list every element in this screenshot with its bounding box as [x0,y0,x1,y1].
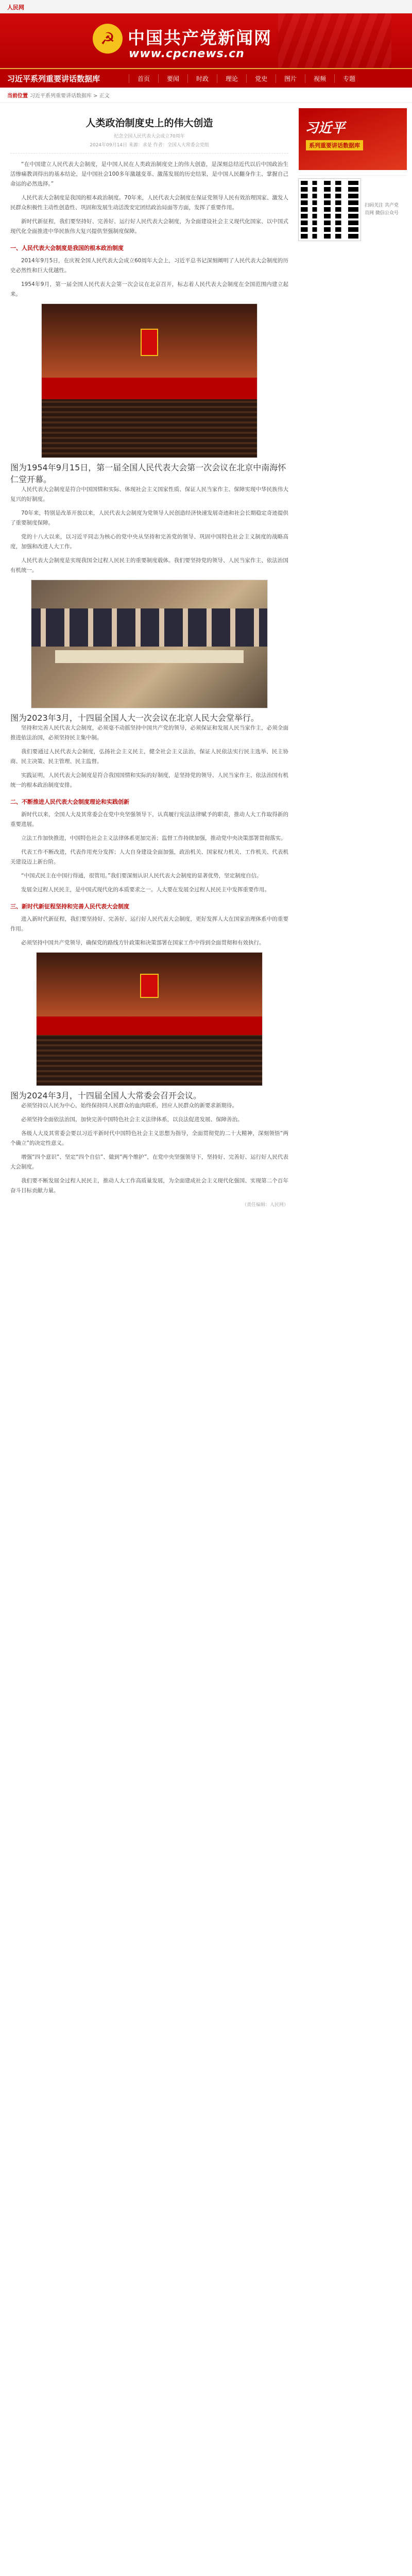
article-paragraph: 2014年9月5日，在庆祝全国人民代表大会成立60周年大会上，习近平总书记深刻阐明了人民代表大会制度的历史必然性和巨大优越性。 [10,258,288,274]
photo-people-shape [31,608,267,647]
party-emblem-icon: ☭ [93,24,123,54]
article-paragraph: 70年来，特别是改革开放以来，人民代表大会制度为党领导人民创造经济快速发展奇迹和社会长期稳定奇迹提供了重要制度保障。 [10,510,288,526]
site-url: www.cpcnews.cn [129,47,245,60]
photo-stage-shape [37,1016,262,1035]
section-heading: 一、人民代表大会制度是我国的根本政治制度 [10,245,124,251]
site-title[interactable]: 中国共产党新闻网 [128,28,272,48]
breadcrumb-label: 当前位置 [7,93,28,99]
photo-seats-shape [37,1035,262,1086]
section-heading: 二、不断推进人民代表大会制度理论和实践创新 [10,799,129,805]
article-paragraph: 新时代新征程，我们要坚持好、完善好、运行好人民代表大会制度，为全面建设社会主义现代化国家、以中国式现代化全面推进中华民族伟大复兴提供坚强制度保障。 [10,218,288,234]
nav-list [129,74,364,83]
qr-code-icon [299,179,360,241]
article-paragraph: 必须坚持中国共产党领导，确保党的路线方针政策和决策部署在国家工作中得到全面贯彻和有效执行。 [21,940,265,946]
qr-caption: 扫码关注 共产党员网 微信公众号 [365,203,399,216]
column-name[interactable]: 习近平系列重要讲话数据库 [7,74,100,83]
sidebar-banner-title: 习近平 [305,121,346,136]
article-title: 人类政治制度史上的伟大创造 [85,117,213,129]
sidebar-banner-subtitle: 系列重要讲话数据库 [306,140,363,150]
article-paragraph: 实践证明，人民代表大会制度是符合我国国情和实际的好制度，是坚持党的领导、人民当家作主、依法治国有机统一的根本政治制度安排。 [10,772,288,788]
article-paragraph: 立法工作加快推进，中国特色社会主义法律体系更加完善；监督工作持续加强，推动党中央决策部署贯彻落实。 [21,835,286,841]
article-editor: （责任编辑：人民网） [242,1202,288,1208]
nav-item[interactable]: 理论 [217,74,246,83]
article-paragraph: 必须坚持全面依法治国，加快完善中国特色社会主义法律体系，以良法促进发展、保障善治。 [21,1116,243,1123]
sidebar [299,103,407,1208]
article-paragraph: 代表工作不断改进，代表作用充分发挥；人大自身建设全面加强，政治机关、国家权力机关、工作机关、代表机关建设迈上新台阶。 [10,849,288,865]
article-paragraph: 党的十八大以来，以习近平同志为核心的党中央从坚持和完善党的领导、巩固中国特色社会主义制度的战略高度，加强和改进人大工作。 [10,534,288,550]
site-logo-mini[interactable]: 人民网 [7,4,24,11]
article-paragraph: 必须坚持以人民为中心，始终保持同人民群众的血肉联系，回应人民群众的新要求新期待。 [21,1103,237,1109]
article-paragraph: 新时代以来，全国人大及其常委会在党中央坚强领导下，认真履行宪法法律赋予的职责，推动人大工作取得新的重要进展。 [10,811,288,827]
content-layout [0,103,412,1208]
nav-item[interactable]: 专题 [334,74,364,83]
article-paragraph: “中国式民主在中国行得通，很管用。”我们要深刻认识人民代表大会制度的显著优势，坚定制度自信。 [21,873,262,879]
article-main [5,103,294,1208]
photo-emblem-shape [140,974,158,997]
article-paragraph: 我们要不断发展全过程人民民主，推动人大工作高质量发展，为全面建成社会主义现代化强国、实现第二个百年奋斗目标贡献力量。 [10,1178,288,1194]
article-paragraph: 人民代表大会制度是我国的根本政治制度。70年来，人民代表大会制度在保证党领导人民有效治理国家、激发人民群众积极性主动性创造性、巩固和发展生动活泼安定团结政治局面等方面，发挥了重要作用。 [10,195,288,211]
nav-item[interactable]: 图片 [276,74,305,83]
breadcrumb [0,88,412,103]
photo-seats-shape [42,399,257,457]
banner-flags-decoration [278,13,391,68]
article-paragraph: 人民代表大会制度是符合中国国情和实际、体现社会主义国家性质、保证人民当家作主、保障实现中华民族伟大复兴的好制度。 [10,486,288,502]
article-paragraph: 发展全过程人民民主，是中国式现代化的本质要求之一。人大要在发展全过程人民民主中发挥重要作用。 [21,887,270,893]
article-paragraph: 增强“四个意识”、坚定“四个自信”、做到“两个维护”，在党中央坚强领导下，坚持好、完善好、运行好人民代表大会制度。 [10,1154,288,1170]
nav-item[interactable]: 要闻 [158,74,187,83]
congress-hall-photo [41,303,258,458]
section-heading: 三、新时代新征程坚持和完善人民代表大会制度 [10,903,129,910]
photo-table-shape [55,650,244,663]
article-paragraph: 我们要通过人民代表大会制度，弘扬社会主义民主，健全社会主义法治，保证人民依法实行民主选举、民主协商、民主决策、民主管理、民主监督。 [10,749,288,765]
nav-item[interactable]: 首页 [129,74,158,83]
site-banner [0,13,412,68]
photo-stage-shape [42,378,257,399]
nav-item[interactable]: 视频 [305,74,334,83]
article-paragraph: 1954年9月，第一届全国人民代表大会第一次会议在北京召开，标志着人民代表大会制度在全国范围内建立起来。 [10,281,288,297]
article-meta: 2024年09月14日 来源：求是 作者：全国人大常委会党组 [10,141,288,154]
article-paragraph: “在中国建立人民代表大会制度，是中国人民在人类政治制度史上的伟大创造，是深刻总结近代以后中国政治生活惨痛教训得出的基本结论，是中国社会100多年激越变革、激荡发展的历史结果，是中国人民翻身作主、掌握自己命运的必然选择。” [10,161,288,187]
article-subtitle: 纪念全国人民代表大会成立70周年 [114,134,185,139]
session-photo [36,952,263,1086]
article-paragraph: 坚持和完善人民代表大会制度，必须毫不动摇坚持中国共产党的领导，必须保证和发展人民当家作主，必须全面推进依法治国，必须坚持民主集中制。 [10,725,288,741]
nav-item[interactable]: 党史 [246,74,276,83]
meeting-photo [31,580,268,708]
photo-caption: 图为2023年3月，十四届全国人大一次会议在北京人民大会堂举行。 [10,713,259,723]
nav-item[interactable]: 时政 [187,74,217,83]
article-paragraph: 人民代表大会制度是实现我国全过程人民民主的重要制度载体。我们要坚持党的领导、人民当家作主、依法治国有机统一。 [10,557,288,573]
photo-caption: 图为1954年9月15日，第一届全国人民代表大会第一次会议在北京中南海怀仁堂开幕。 [10,463,286,484]
top-utility-bar [0,0,412,13]
article-paragraph: 进入新时代新征程，我们要坚持好、完善好、运行好人民代表大会制度，更好发挥人大在国家治理体系中的重要作用。 [10,916,288,932]
sidebar-promo-banner[interactable] [299,108,407,170]
photo-caption: 图为2024年3月，十四届全国人大常委会召开会议。 [10,1091,201,1100]
article-paragraph: 各级人大及其常委会要以习近平新时代中国特色社会主义思想为指导，全面贯彻党的二十大精神，深刻领悟“两个确立”的决定性意义。 [10,1130,288,1146]
main-nav [0,68,412,88]
qr-block [299,175,407,244]
photo-emblem-shape [141,329,158,357]
breadcrumb-path[interactable]: 习近平系列重要讲话数据库 > 正文 [30,93,110,99]
